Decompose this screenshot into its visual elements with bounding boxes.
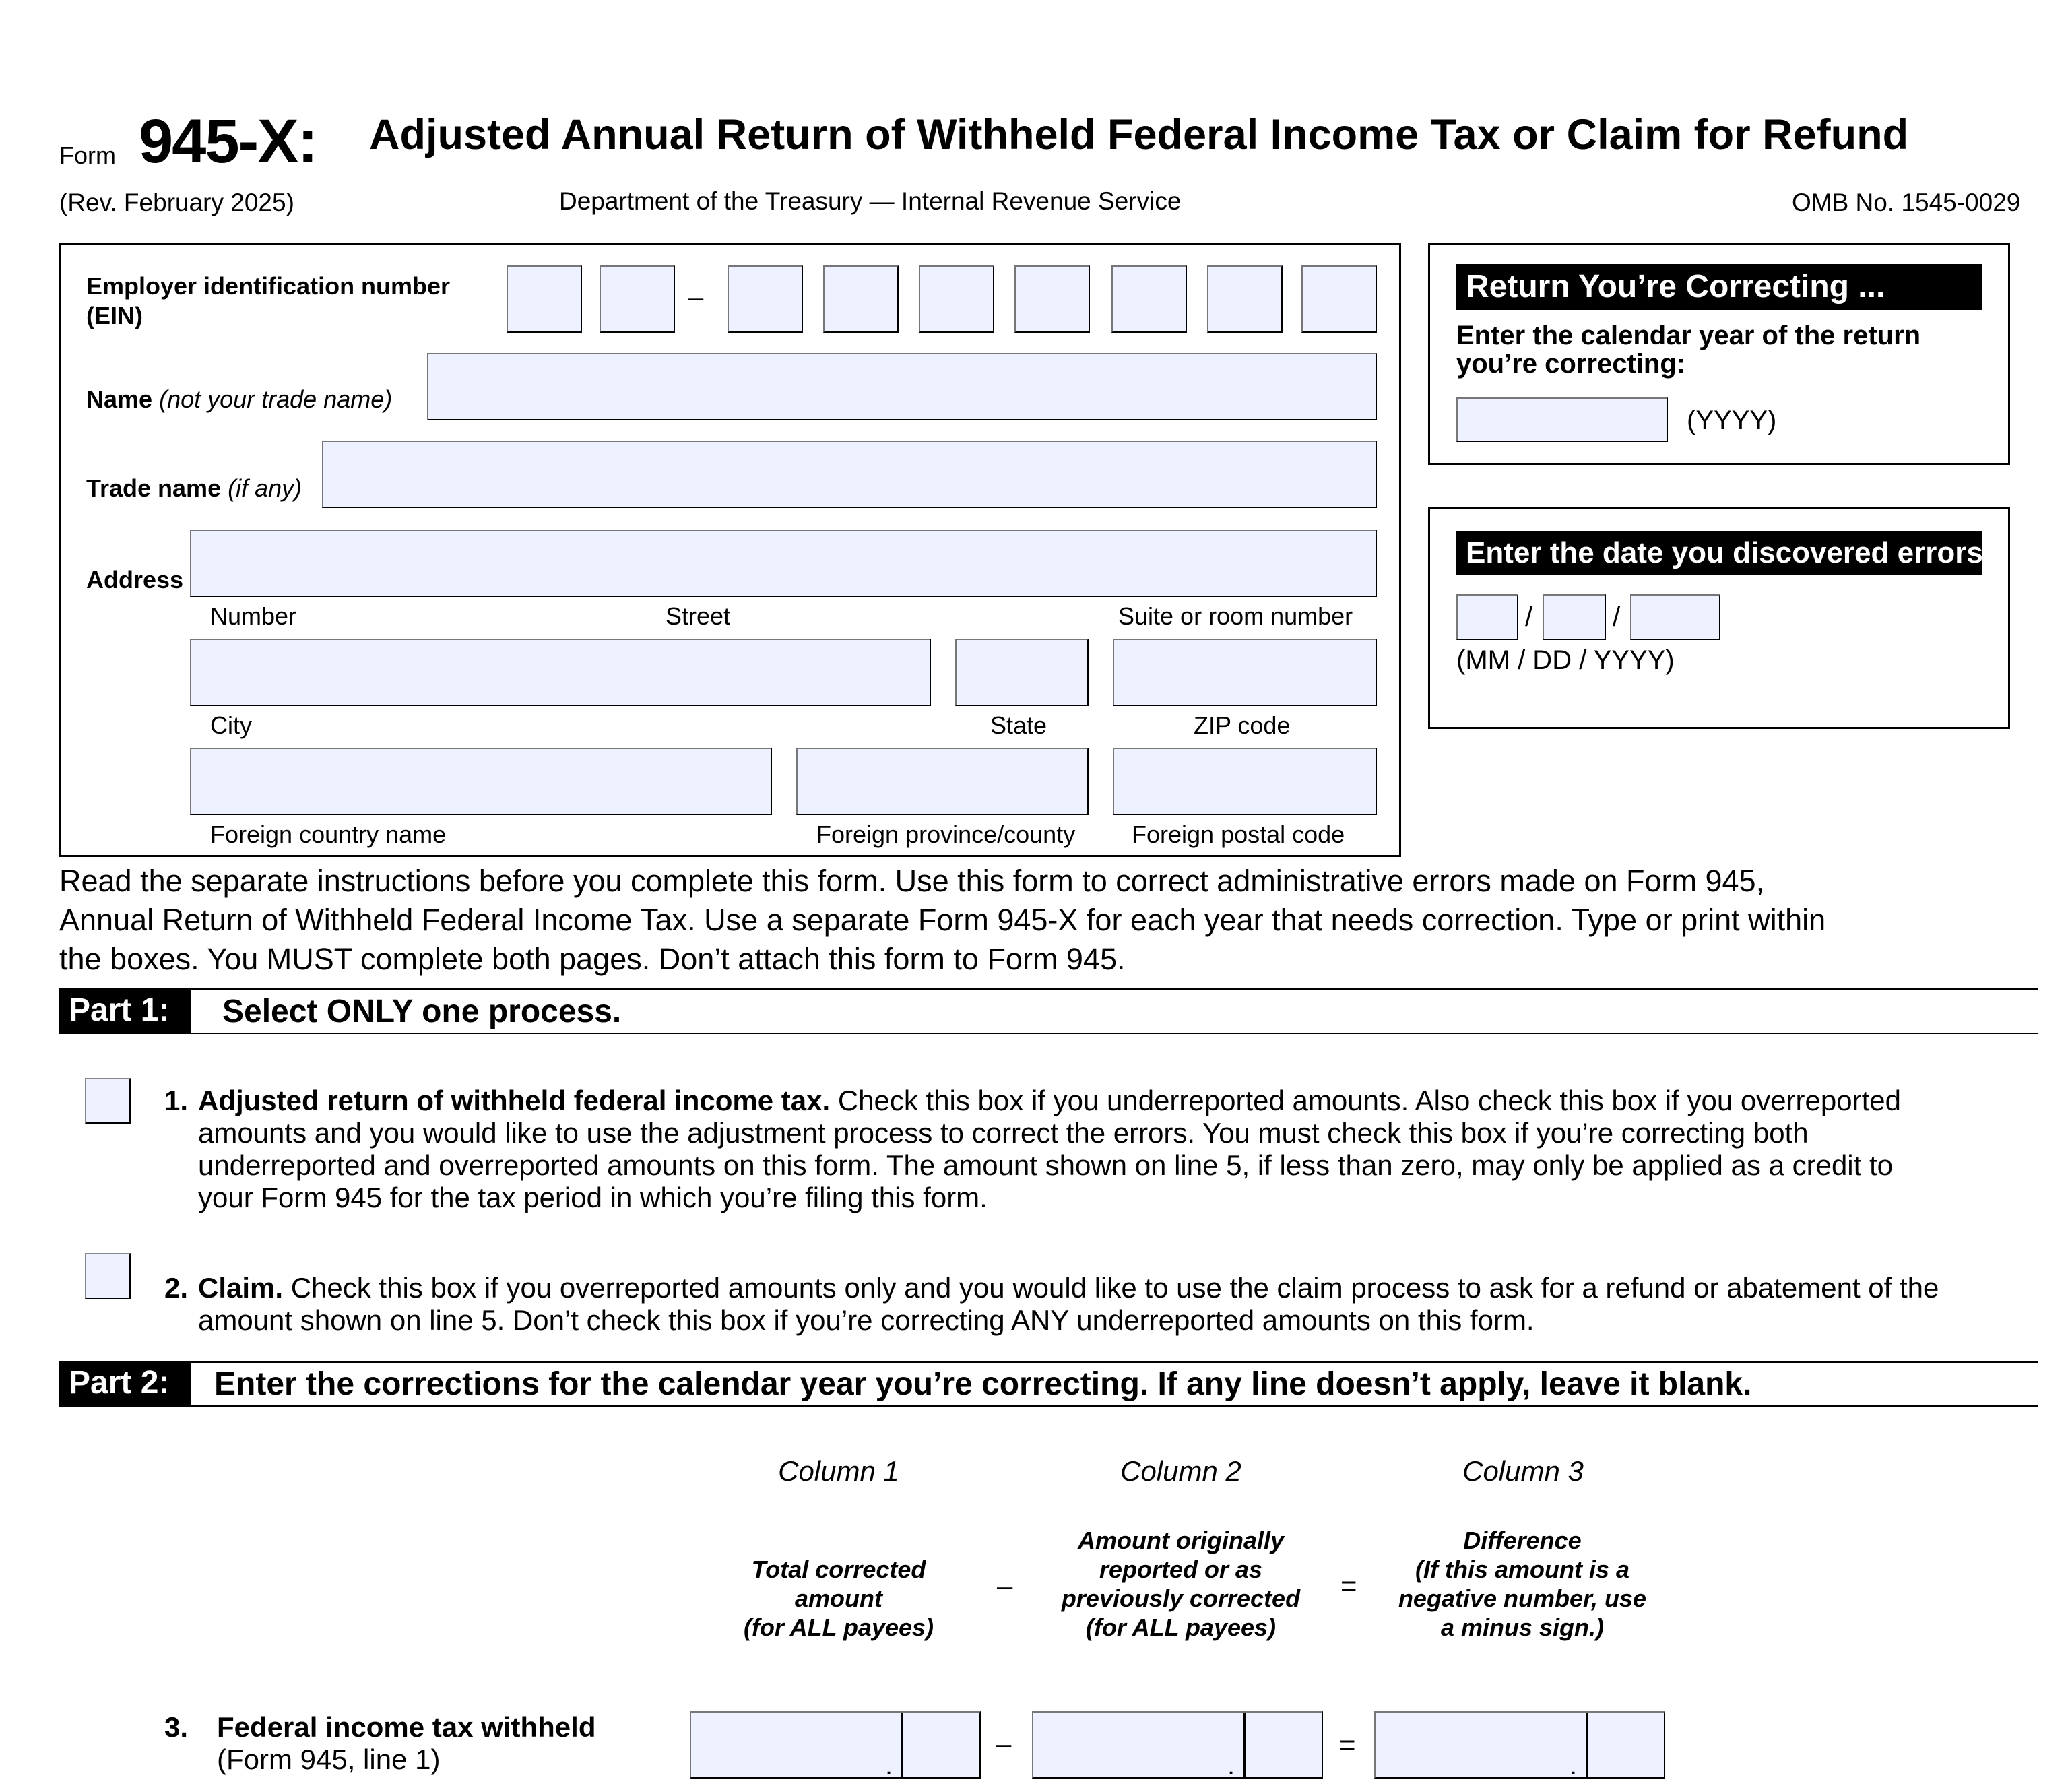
col3-head-line-2: (If this amount is a [1415, 1556, 1630, 1583]
ein-digit-3[interactable] [728, 265, 803, 333]
instructions-line-2: Annual Return of Withheld Federal Income Tax. Use a separate Form 945-X for each year that needs correction. Type or print within [59, 903, 1826, 937]
discovered-day-input[interactable] [1543, 594, 1606, 640]
part1-tag: Part 1: [59, 988, 191, 1033]
col1-head-line-3: (for ALL payees) [743, 1613, 934, 1641]
part1-top-rule [59, 988, 2038, 990]
item1-line-4: your Form 945 for the tax period in which you’re filing this form. [198, 1182, 988, 1213]
part1-bottom-rule [59, 1033, 2038, 1034]
zip-caption: ZIP code [1194, 711, 1291, 739]
column-3-name: Column 3 [1462, 1455, 1584, 1487]
date-format-hint: (MM / DD / YYYY) [1456, 645, 1675, 675]
line3-column1-input[interactable] [690, 1711, 981, 1779]
line3-column1-decimal: . [885, 1751, 893, 1781]
trade-name-label-note: (if any) [228, 474, 302, 502]
street-address-input[interactable] [190, 530, 1377, 597]
omb-number: OMB No. 1545-0029 [1792, 189, 2021, 216]
col3-head-line-1: Difference [1463, 1527, 1582, 1554]
col2-head-line-4: (for ALL payees) [1085, 1613, 1277, 1641]
minus-sign-header: – [997, 1570, 1013, 1601]
zip-input[interactable] [1113, 639, 1377, 706]
column-2-heading [1043, 1526, 1319, 1642]
instructions-line-1: Read the separate instructions before you complete this form. Use this form to correct administrative errors made on Form 945, [59, 864, 1765, 898]
ein-digit-5[interactable] [919, 265, 994, 333]
adjusted-return-checkbox[interactable] [85, 1078, 131, 1124]
column-1-name: Column 1 [778, 1455, 899, 1487]
line3-column2-cents-divider [1243, 1713, 1246, 1777]
city-input[interactable] [190, 639, 931, 706]
line3-column3-decimal: . [1570, 1751, 1578, 1781]
name-label-text: Name [86, 385, 153, 413]
col1-head-line-1: Total corrected [751, 1556, 926, 1583]
line3-number: 3. [164, 1711, 189, 1743]
column-1-heading [701, 1555, 977, 1642]
instructions-line-3: the boxes. You MUST complete both pages. Don’t attach this form to Form 945. [59, 942, 1126, 976]
line3-column2-input[interactable] [1032, 1711, 1323, 1779]
correcting-year-input[interactable] [1456, 397, 1668, 442]
part2-tag: Part 2: [59, 1361, 191, 1405]
correcting-instruction-1: Enter the calendar year of the return [1456, 321, 1921, 350]
ein-digit-7[interactable] [1111, 265, 1187, 333]
foreign-postal-caption: Foreign postal code [1132, 821, 1345, 848]
name-label-note: (not your trade name) [159, 385, 393, 413]
line3-column1-cents-divider [901, 1713, 903, 1777]
line3-equals: = [1339, 1729, 1356, 1760]
item1-line-2: amounts and you would like to use the adjustment process to correct the errors. You must check this box if you’re correcting both [198, 1117, 1809, 1149]
foreign-province-caption: Foreign province/county [816, 821, 1076, 848]
equals-sign-header: = [1340, 1570, 1357, 1601]
item2-bold-label: Claim. [198, 1272, 284, 1304]
ein-digit-8[interactable] [1207, 265, 1283, 333]
line3-label: Federal income tax withheld [217, 1711, 596, 1743]
part1-title: Select ONLY one process. [222, 994, 622, 1029]
item2-line-1 [198, 1272, 1939, 1304]
item2-number: 2. [164, 1272, 189, 1304]
trade-name-label [86, 474, 302, 503]
discovered-month-input[interactable] [1456, 594, 1518, 640]
part2-bottom-rule [59, 1405, 2038, 1407]
correcting-heading: Return You’re Correcting ... [1456, 264, 1982, 310]
year-format-hint: (YYYY) [1687, 406, 1777, 435]
form-word: Form [59, 141, 116, 169]
column-3-heading [1374, 1526, 1671, 1642]
item1-bold-label: Adjusted return of withheld federal income tax. [198, 1085, 831, 1116]
ein-dash: – [688, 283, 704, 313]
ein-digit-2[interactable] [600, 265, 675, 333]
date-slash-2: / [1613, 602, 1621, 632]
suite-caption: Suite or room number [1118, 602, 1353, 630]
ein-digit-9[interactable] [1301, 265, 1377, 333]
discovered-year-input[interactable] [1630, 594, 1720, 640]
city-caption: City [210, 711, 252, 739]
trade-name-label-text: Trade name [86, 474, 222, 502]
item1-number: 1. [164, 1085, 189, 1116]
form-revision: (Rev. February 2025) [59, 189, 294, 216]
ein-digit-6[interactable] [1014, 265, 1090, 333]
discovered-heading: Enter the date you discovered errors: [1456, 531, 1982, 575]
claim-checkbox[interactable] [85, 1253, 131, 1299]
col3-head-line-4: a minus sign.) [1440, 1613, 1605, 1641]
line3-sublabel: (Form 945, line 1) [217, 1743, 441, 1775]
date-slash-1: / [1525, 602, 1533, 632]
ein-digit-1[interactable] [507, 265, 582, 333]
ein-digit-4[interactable] [823, 265, 899, 333]
item2-line-2: amount shown on line 5. Don’t check this box if you’re correcting ANY underreported amounts on this form. [198, 1304, 1534, 1336]
col2-head-line-3: previously corrected [1061, 1585, 1301, 1612]
ein-label: Employer identification number [86, 272, 451, 300]
line3-column3-input[interactable] [1374, 1711, 1665, 1779]
street-caption: Street [666, 602, 731, 630]
line3-column2-decimal: . [1227, 1751, 1235, 1781]
ein-label-abbr: (EIN) [86, 302, 143, 329]
correcting-instruction-2: you’re correcting: [1456, 349, 1686, 379]
form-title: Adjusted Annual Return of Withheld Federal Income Tax or Claim for Refund [369, 111, 1909, 158]
line3-column3-cents-divider [1586, 1713, 1588, 1777]
foreign-postal-input[interactable] [1113, 748, 1377, 815]
number-caption: Number [210, 602, 297, 630]
part2-title: Enter the corrections for the calendar year you’re correcting. If any line doesn’t apply, leave it blank. [214, 1366, 1752, 1402]
name-input[interactable] [427, 353, 1377, 420]
foreign-country-caption: Foreign country name [210, 821, 447, 848]
item2-text-1: Check this box if you overreported amounts only and you would like to use the claim process to ask for a refund or abatement of the [290, 1272, 1939, 1304]
col2-head-line-1: Amount originally [1078, 1527, 1284, 1554]
trade-name-input[interactable] [322, 441, 1377, 508]
col2-head-line-2: reported or as [1099, 1556, 1263, 1583]
item1-line-3: underreported and overreported amounts on this form. The amount shown on line 5, if less than zero, may only be applied as a credit to [198, 1149, 1894, 1181]
foreign-province-input[interactable] [796, 748, 1089, 815]
col3-head-line-3: negative number, use [1398, 1585, 1647, 1612]
form-number: 945-X: [139, 107, 317, 176]
name-label [86, 385, 392, 414]
item1-text-1: Check this box if you underreported amounts. Also check this box if you overreported [837, 1085, 1901, 1116]
line3-minus: – [996, 1727, 1012, 1759]
state-input[interactable] [955, 639, 1089, 706]
item1-line-1 [198, 1085, 1901, 1117]
column-2-name: Column 2 [1120, 1455, 1241, 1487]
department: Department of the Treasury — Internal Revenue Service [559, 187, 1182, 215]
state-caption: State [990, 711, 1047, 739]
col1-head-line-2: amount [795, 1585, 882, 1612]
part2-top-rule [59, 1361, 2038, 1363]
address-label: Address [86, 566, 184, 594]
foreign-country-input[interactable] [190, 748, 772, 815]
